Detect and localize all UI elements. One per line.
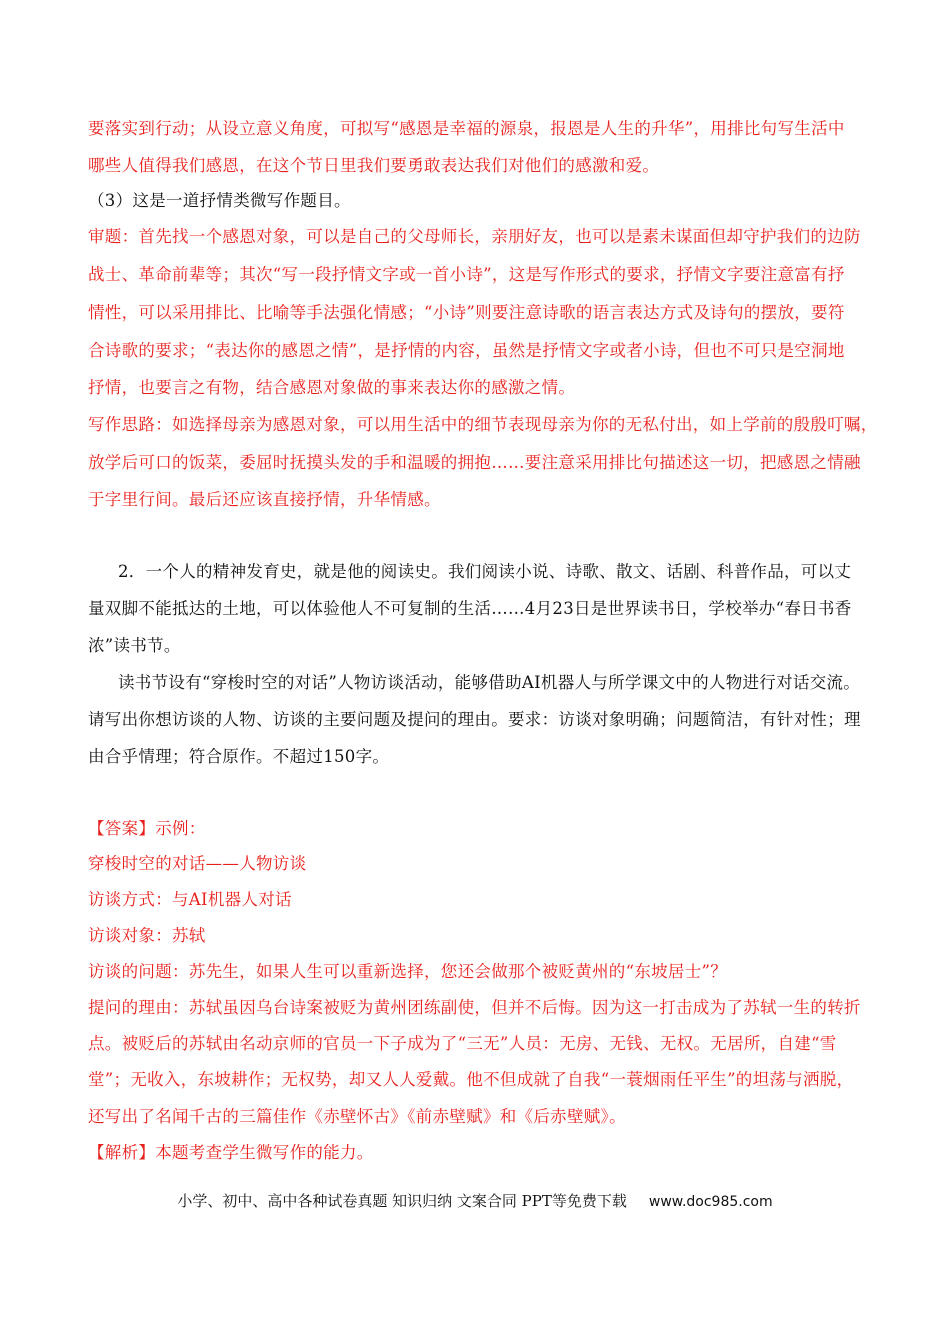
footer-link[interactable]: www.doc985.com xyxy=(648,1194,773,1210)
text-line: 情性，可以采用排比、比喻等手法强化情感；“小诗”则要注意诗歌的语言表达方式及诗句的摆放，要符 xyxy=(88,303,845,322)
answer-line: 访谈对象：苏轼 xyxy=(88,926,206,945)
question-text: 由合乎情理；符合原作。不超过150字。 xyxy=(88,747,390,766)
answer-label-line xyxy=(88,818,868,840)
text-line: 审题：首先找一个感恩对象，可以是自己的父母师长，亲朋好友，也可以是素未谋面但却守护我们的边防 xyxy=(88,227,861,246)
answer-line: 访谈的问题：苏先生，如果人生可以重新选择，您还会做那个被贬黄州的“东坡居士”？ xyxy=(88,962,728,981)
answer-label: 【答案】 xyxy=(88,819,156,838)
question-text: 浓”读书节。 xyxy=(88,636,181,655)
answer-example: 示例： xyxy=(155,819,206,838)
text-line: 写作思路：如选择母亲为感恩对象，可以用生活中的细节表现母亲为你的无私付出，如上学前的殷殷叮嘱， xyxy=(88,415,878,434)
footer-text: 小学、初中、高中各种试卷真题 知识归纳 文案合同 PPT等免费下载 xyxy=(177,1192,627,1210)
subquestion-heading: （3）这是一道抒情类微写作题目。 xyxy=(88,191,351,210)
answer-line: 堂”；无收入，东坡耕作；无权势，却又人人爱戴。他不但成就了自我“一蓑烟雨任平生”的坦荡与洒脱， xyxy=(88,1070,854,1089)
text-line: 于字里行间。最后还应该直接抒情，升华情感。 xyxy=(88,490,441,509)
text-line: 合诗歌的要求；“表达你的感恩之情”，是抒情的内容，虽然是抒情文字或者小诗，但也不可只是空洞地 xyxy=(88,341,845,360)
text-line: 哪些人值得我们感恩，在这个节日里我们要勇敢表达我们对他们的感激和爱。 xyxy=(88,156,660,175)
question-text: 2．一个人的精神发育史，就是他的阅读史。我们阅读小说、诗歌、散文、话剧、科普作品，可以丈 xyxy=(118,562,852,581)
text-line: 战士、革命前辈等；其次“写一段抒情文字或一首小诗”，这是写作形式的要求，抒情文字要注意富有抒 xyxy=(88,265,845,284)
question-text: 量双脚不能抵达的土地，可以体验他人不可复制的生活……4月23日是世界读书日，学校举办“春日书香 xyxy=(88,599,852,618)
analysis-line xyxy=(88,1142,868,1164)
question-text: 读书节设有“穿梭时空的对话”人物访谈活动，能够借助AI机器人与所学课文中的人物进行对话交流。 xyxy=(118,673,861,692)
text-line: 要落实到行动；从设立意义角度，可拟写“感恩是幸福的源泉，报恩是人生的升华”，用排比句写生活中 xyxy=(88,119,845,138)
answer-line: 穿梭时空的对话——人物访谈 xyxy=(88,854,307,873)
analysis-text: 本题考查学生微写作的能力。 xyxy=(155,1143,374,1162)
answer-line: 访谈方式：与AI机器人对话 xyxy=(88,890,292,909)
answer-line: 提问的理由：苏轼虽因乌台诗案被贬为黄州团练副使，但并不后悔。因为这一打击成为了苏轼一生的转折 xyxy=(88,998,861,1017)
analysis-label: 【解析】 xyxy=(88,1143,156,1162)
page-footer xyxy=(0,1190,950,1211)
text-line: 抒情，也要言之有物，结合感恩对象做的事来表达你的感激之情。 xyxy=(88,378,576,397)
answer-line: 点。被贬后的苏轼由名动京师的官员一下子成为了“三无”人员：无房、无钱、无权。无居所，自建“雪 xyxy=(88,1034,837,1053)
answer-line: 还写出了名闻千古的三篇佳作《赤壁怀古》《前赤壁赋》和《后赤壁赋》。 xyxy=(88,1107,626,1126)
text-line: 放学后可口的饭菜，委屈时抚摸头发的手和温暖的拥抱……要注意采用排比句描述这一切，把感恩之情融 xyxy=(88,453,861,472)
question-text: 请写出你想访谈的人物、访谈的主要问题及提问的理由。要求：访谈对象明确；问题简洁，有针对性；理 xyxy=(88,710,861,729)
